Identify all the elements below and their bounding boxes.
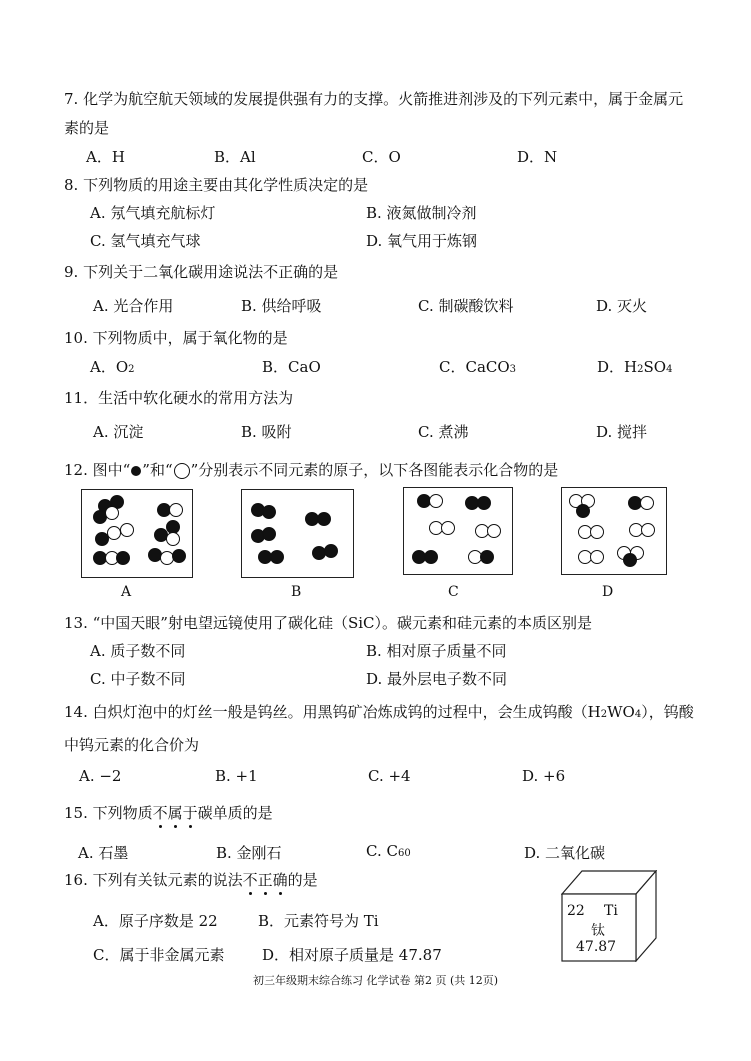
atomic-mass: 47.87 [576, 939, 617, 955]
q7-option-d: D．N [517, 148, 558, 166]
q16-emphasis-2: 正 [257, 871, 273, 889]
q12-stem-mid: ”和“ [142, 461, 173, 479]
q9-option-d: D. 灭火 [596, 297, 648, 315]
q16-option-a: A．原子序数是 22 [93, 912, 218, 930]
q11-option-c: C. 煮沸 [418, 423, 469, 441]
q8-option-d: D. 氧气用于炼钢 [366, 232, 478, 250]
q12-label-a: A [121, 584, 132, 600]
q14-option-c: C. +4 [368, 767, 411, 785]
q15-option-b: B. 金刚石 [216, 844, 282, 862]
q16-option-d: D．相对原子质量是 47.87 [262, 946, 442, 964]
q14-stem-line1 [64, 701, 694, 722]
page-footer: 初三年级期末综合练习 化学试卷 第2 页 (共 12页) [252, 974, 499, 987]
q10-option-a [90, 356, 135, 377]
q7-stem-line2: 素的是 [64, 119, 110, 137]
q9-stem: 9. 下列关于二氧化碳用途说法不正确的是 [64, 263, 339, 281]
white-atom-icon [174, 463, 190, 479]
q8-option-b: B. 液氮做制冷剂 [366, 204, 477, 222]
q14-formula-mid: WO [607, 703, 635, 721]
q15-option-c [366, 842, 411, 860]
q12-diagram-c [403, 487, 513, 575]
q11-stem: 11．生活中软化硬水的常用方法为 [64, 389, 294, 407]
q12-diagram-d [561, 487, 667, 575]
q10-option-b: B．CaO [262, 358, 321, 376]
q14-option-d: D. +6 [522, 767, 566, 785]
q9-option-b: B. 供给呼吸 [241, 297, 322, 315]
q14-option-b: B. +1 [215, 767, 258, 785]
q10-option-a-subscript: 2 [128, 364, 135, 375]
q10-option-d [597, 356, 672, 377]
q8-option-c: C. 氢气填充气球 [90, 232, 201, 250]
q16-stem [64, 869, 318, 890]
q7-option-a: A．H [86, 148, 125, 166]
q15-option-c-subscript: 60 [397, 848, 411, 859]
q15-stem [64, 802, 273, 823]
q13-option-c: C. 中子数不同 [90, 670, 186, 688]
q15-option-d: D. 二氧化碳 [524, 844, 606, 862]
q10-option-c [439, 356, 516, 377]
q12-label-c: C [448, 584, 459, 600]
q12-diagram-a [81, 489, 193, 578]
q14-subscript1: 2 [600, 709, 608, 720]
q14-stem-line2: 中钨元素的化合价为 [64, 736, 200, 754]
q12-diagram-b [241, 489, 354, 578]
q12-stem-pre: 12. 图中“ [64, 461, 131, 479]
q13-option-d: D. 最外层电子数不同 [366, 670, 508, 688]
q13-option-b: B. 相对原子质量不同 [366, 642, 507, 660]
q15-option-a: A. 石墨 [78, 844, 129, 862]
q16-option-c: C．属于非金属元素 [93, 946, 225, 964]
q12-label-d: D [602, 584, 614, 600]
black-atom-icon [131, 466, 141, 476]
q10-option-d-subscript1: 2 [637, 364, 644, 375]
q15-stem-post: 碳单质的是 [197, 804, 273, 822]
q11-option-b: B. 吸附 [241, 423, 292, 441]
q8-stem: 8. 下列物质的用途主要由其化学性质决定的是 [64, 176, 369, 194]
q14-stem-pre: 14. 白炽灯泡中的灯丝一般是钨丝。用黑钨矿冶炼成钨的过程中，会生成钨酸（H [64, 703, 601, 721]
q8-option-a: A. 氖气填充航标灯 [90, 204, 216, 222]
q15-emphasis-2: 属 [167, 804, 183, 822]
q16-stem-pre: 16. 下列有关钛元素的说法 [64, 871, 243, 889]
titanium-element-cube [561, 870, 657, 962]
q15-stem-pre: 15. 下列物质 [64, 804, 153, 822]
q12-stem [64, 459, 558, 480]
q14-stem-post: ），钨酸 [641, 703, 694, 721]
q10-option-c-text: C．CaCO [439, 358, 510, 376]
q16-stem-post: 的是 [287, 871, 318, 889]
q7-option-b: B．Al [214, 148, 256, 166]
q10-stem: 10. 下列物质中，属于氧化物的是 [64, 329, 288, 347]
q9-option-c: C. 制碳酸饮料 [418, 297, 514, 315]
q9-option-a: A. 光合作用 [93, 297, 174, 315]
q13-stem: 13. “中国天眼”射电望远镜使用了碳化硅（SiC）。碳元素和硅元素的本质区别是 [64, 614, 593, 632]
q14-option-a: A. −2 [79, 767, 122, 785]
q15-emphasis-1: 不 [152, 804, 168, 822]
q12-stem-post: ”分别表示不同元素的原子，以下各图能表示化合物的是 [190, 461, 559, 479]
q13-option-a: A. 质子数不同 [90, 642, 186, 660]
q10-option-a-text: A．O [90, 358, 129, 376]
q15-emphasis-3: 于 [182, 804, 198, 822]
q16-option-b: B．元素符号为 Ti [258, 912, 379, 930]
q10-option-d-subscript2: 4 [666, 364, 673, 375]
q16-emphasis-3: 确 [272, 871, 288, 889]
q10-option-c-subscript: 3 [509, 364, 517, 375]
q15-option-c-text: C. C [366, 842, 398, 860]
atomic-number: 22 [567, 903, 585, 919]
q10-option-d-text1: D．H [597, 358, 638, 376]
q11-option-d: D. 搅拌 [596, 423, 648, 441]
q11-option-a: A. 沉淀 [93, 423, 144, 441]
q7-option-c: C．O [362, 148, 401, 166]
q12-label-b: B [291, 584, 302, 600]
element-name: 钛 [591, 923, 605, 939]
q7-stem-line1: 7. 化学为航空航天领域的发展提供强有力的支撑。火箭推进剂涉及的下列元素中，属于金属元 [64, 90, 684, 108]
q14-subscript2: 4 [634, 709, 642, 720]
q10-option-d-text2: SO [643, 358, 667, 376]
element-symbol: Ti [604, 903, 618, 919]
q16-emphasis-1: 不 [242, 871, 258, 889]
